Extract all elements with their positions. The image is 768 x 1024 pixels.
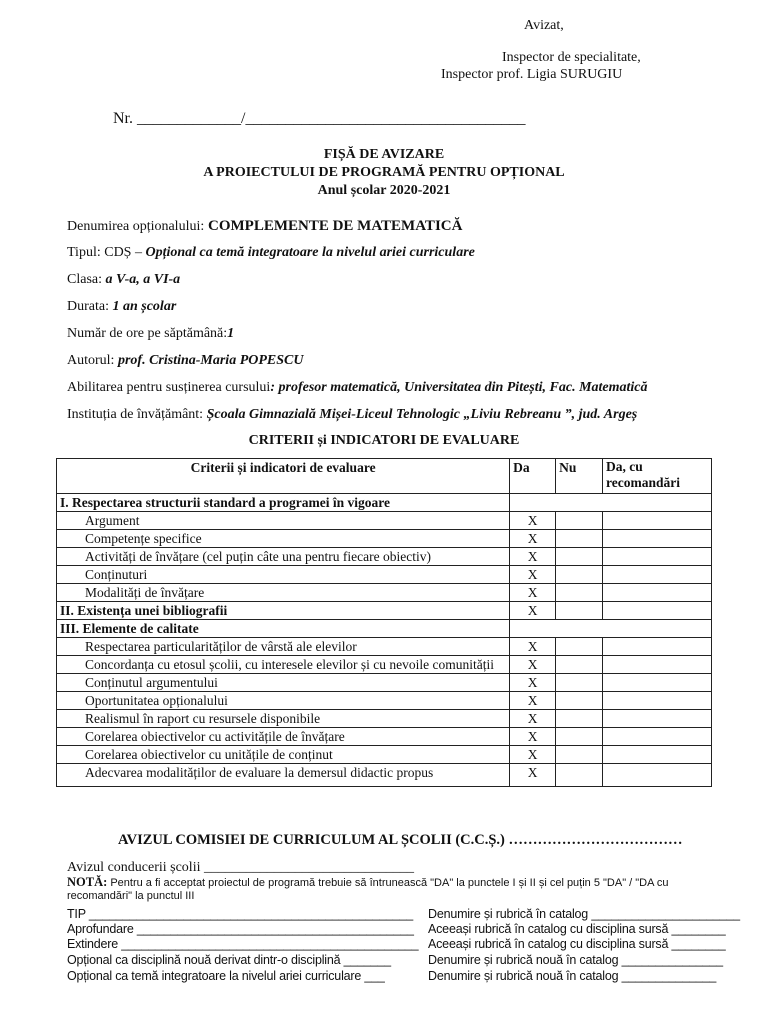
left-item-optional-disciplina: Opțional ca disciplină nouă derivat dintr-o disciplină _______ bbox=[67, 953, 391, 967]
row-da bbox=[510, 494, 712, 512]
field-label: Durata: bbox=[67, 299, 113, 314]
row-da: X bbox=[510, 710, 556, 728]
row-text: Respectarea particularităților de vârstă ale elevilor bbox=[57, 638, 510, 656]
table-row bbox=[57, 602, 712, 620]
row-da: X bbox=[510, 530, 556, 548]
field-institutia bbox=[67, 407, 637, 423]
row-text: Competențe specifice bbox=[57, 530, 510, 548]
field-value: 1 bbox=[227, 326, 235, 341]
avizat-label: Avizat, bbox=[524, 18, 564, 33]
field-value: COMPLEMENTE DE MATEMATICĂ bbox=[204, 218, 463, 234]
table-title: CRITERII și INDICATORI DE EVALUARE bbox=[248, 433, 520, 448]
table-row bbox=[57, 692, 712, 710]
row-da: X bbox=[510, 764, 556, 787]
conducere-line: Avizul conducerii școlii ______________________________ bbox=[67, 860, 414, 875]
field-value: a V-a, a VI-a bbox=[105, 272, 181, 287]
field-denumire bbox=[67, 218, 462, 235]
table-row bbox=[57, 674, 712, 692]
table-row bbox=[57, 728, 712, 746]
left-item-tip: TIP ________________________________________________ bbox=[67, 907, 413, 921]
row-da: X bbox=[510, 548, 556, 566]
row-da: X bbox=[510, 566, 556, 584]
right-item-2: Aceeași rubrică în catalog cu disciplina sursă ________ bbox=[428, 922, 726, 936]
row-da: X bbox=[510, 656, 556, 674]
field-label: Denumirea opționalului: bbox=[67, 219, 205, 234]
row-text: Modalități de învățare bbox=[57, 584, 510, 602]
field-clasa bbox=[67, 272, 180, 288]
field-label: Autorul: bbox=[67, 353, 118, 368]
row-text: Corelarea obiectivelor cu activitățile de învățare bbox=[57, 728, 510, 746]
header-criterii: Criterii și indicatori de evaluare bbox=[57, 459, 510, 494]
field-value: Opțional ca temă integratoare la nivelul ariei curriculare bbox=[145, 245, 475, 260]
inspector-name: Inspector prof. Ligia SURUGIU bbox=[441, 67, 623, 82]
ccs-title: AVIZUL COMISIEI DE CURRICULUM AL ȘCOLII (C.C.Ș.) ……………………………… bbox=[118, 832, 683, 848]
row-text: Concordanța cu etosul școlii, cu interesele elevilor și cu nevoile comunității bbox=[57, 656, 510, 674]
table-row bbox=[57, 566, 712, 584]
field-autorul bbox=[67, 353, 304, 369]
table-row bbox=[57, 746, 712, 764]
row-text: Conținutul argumentului bbox=[57, 674, 510, 692]
title-line-2: A PROIECTULUI DE PROGRAMĂ PENTRU OPȚIONAL bbox=[203, 165, 565, 180]
field-value: : profesor matematică, Universitatea din Pitești, Fac. Matematică bbox=[270, 380, 648, 395]
row-text: Activități de învățare (cel puțin câte una pentru fiecare obiectiv) bbox=[57, 548, 510, 566]
row-text: Oportunitatea opționalului bbox=[57, 692, 510, 710]
field-value: Școala Gimnazială Mișei-Liceul Tehnologic „Liviu Rebreanu ”, jud. Argeș bbox=[206, 407, 638, 422]
row-text: III. Elemente de calitate bbox=[57, 620, 510, 638]
field-abilitarea bbox=[67, 380, 648, 396]
right-item-3: Aceeași rubrică în catalog cu disciplina sursă ________ bbox=[428, 937, 726, 951]
row-da: X bbox=[510, 584, 556, 602]
table-row bbox=[57, 530, 712, 548]
field-value: 1 an școlar bbox=[112, 299, 177, 314]
row-text: I. Respectarea structurii standard a programei în vigoare bbox=[57, 494, 510, 512]
table-header-row bbox=[57, 459, 712, 494]
table-row bbox=[57, 494, 712, 512]
table-row bbox=[57, 710, 712, 728]
row-text: Realismul în raport cu resursele disponibile bbox=[57, 710, 510, 728]
left-item-extindere: Extindere ____________________________________________ bbox=[67, 937, 419, 951]
note-label: NOTĂ: bbox=[67, 875, 108, 889]
row-text: Adecvarea modalităților de evaluare la demersul didactic propus bbox=[57, 764, 510, 787]
table-row bbox=[57, 620, 712, 638]
right-item-4: Denumire și rubrică nouă în catalog _______________ bbox=[428, 953, 723, 967]
table-row bbox=[57, 548, 712, 566]
field-tipul bbox=[67, 245, 475, 261]
field-label: Abilitarea pentru susținerea cursului bbox=[67, 380, 271, 395]
note bbox=[67, 876, 717, 903]
left-item-aprofundare: Aprofundare _________________________________________ bbox=[67, 922, 414, 936]
row-da: X bbox=[510, 674, 556, 692]
right-item-5: Denumire și rubrică nouă în catalog ______________ bbox=[428, 969, 717, 983]
table-row bbox=[57, 638, 712, 656]
field-value: prof. Cristina-Maria POPESCU bbox=[117, 353, 304, 368]
table-row bbox=[57, 656, 712, 674]
row-da: X bbox=[510, 512, 556, 530]
row-text: Corelarea obiectivelor cu unitățile de conținut bbox=[57, 746, 510, 764]
field-label: Număr de ore pe săptămână: bbox=[67, 326, 228, 341]
header-da: Da bbox=[510, 459, 556, 494]
row-da: X bbox=[510, 746, 556, 764]
note-text: Pentru a fi acceptat proiectul de programă trebuie să întrunească "DA" la punctele I și II și cel puțin 5 "DA" / "DA cu recomandări" la punctul III bbox=[67, 877, 669, 902]
field-ore bbox=[67, 326, 234, 342]
right-item-1: Denumire și rubrică în catalog ______________________ bbox=[428, 907, 740, 921]
row-da: X bbox=[510, 728, 556, 746]
left-item-optional-tema: Opțional ca temă integratoare la nivelul ariei curriculare ___ bbox=[67, 969, 385, 983]
criteria-table bbox=[56, 458, 712, 787]
header-nu: Nu bbox=[556, 459, 603, 494]
field-label: Clasa: bbox=[67, 272, 106, 287]
row-text: II. Existența unei bibliografii bbox=[57, 602, 510, 620]
field-durata bbox=[67, 299, 176, 315]
field-label: Tipul: CDȘ – bbox=[67, 245, 146, 260]
title-line-1: FIȘĂ DE AVIZARE bbox=[323, 147, 445, 162]
header-da-cu-recomandari: Da, cu recomandări bbox=[603, 459, 712, 494]
inspector-title: Inspector de specialitate, bbox=[502, 50, 641, 65]
title-line-3: Anul școlar 2020-2021 bbox=[317, 183, 451, 198]
field-label: Instituția de învățământ: bbox=[67, 407, 207, 422]
row-da: X bbox=[510, 692, 556, 710]
table-row bbox=[57, 584, 712, 602]
nr-line: Nr. _____________/___________________________________ bbox=[113, 110, 526, 127]
table-row bbox=[57, 764, 712, 787]
row-da: X bbox=[510, 602, 556, 620]
row-text: Conținuturi bbox=[57, 566, 510, 584]
row-text: Argument bbox=[57, 512, 510, 530]
table-row bbox=[57, 512, 712, 530]
row-da: X bbox=[510, 638, 556, 656]
row-da bbox=[510, 620, 712, 638]
